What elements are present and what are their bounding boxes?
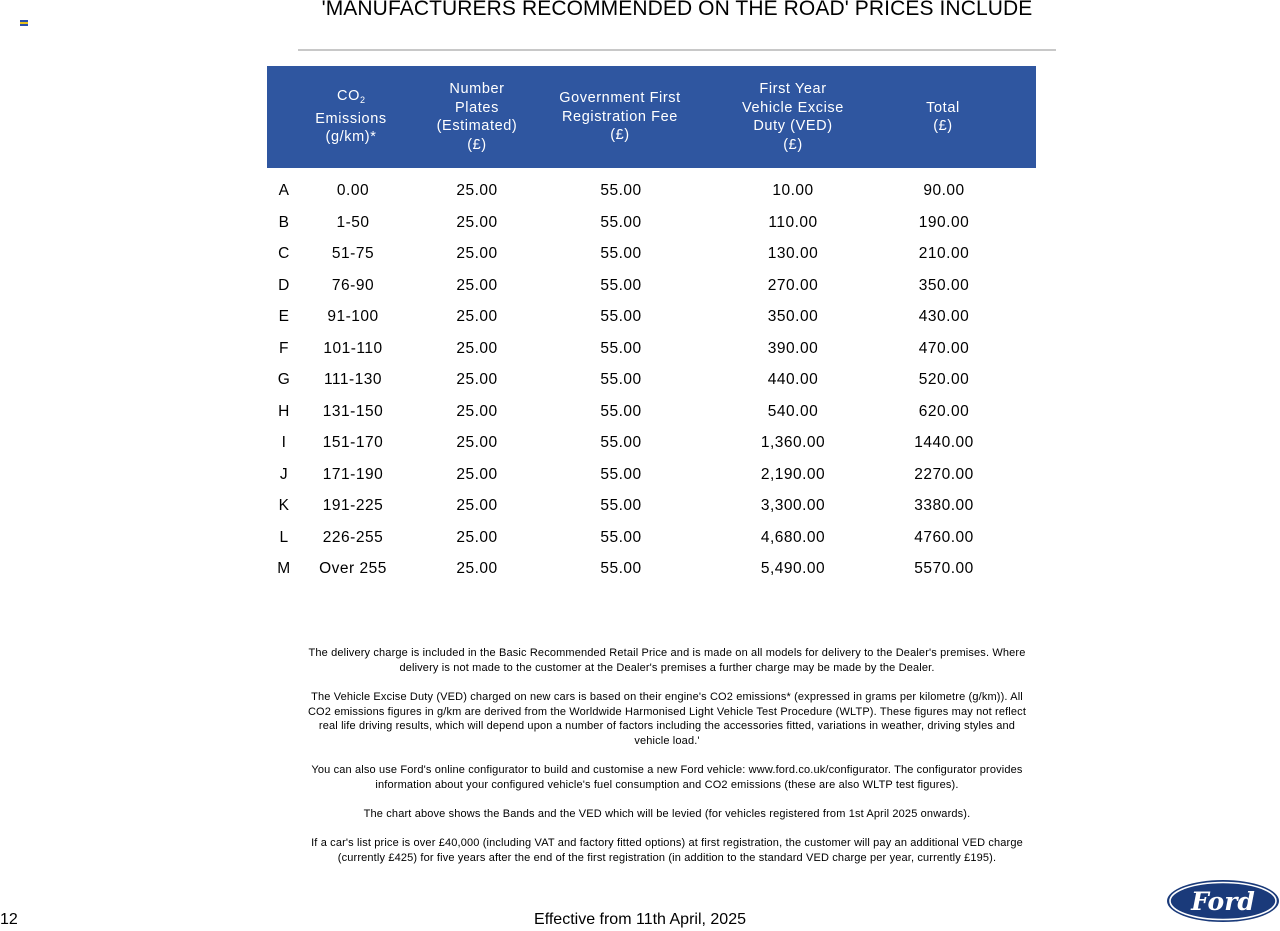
header-total: Total (£) <box>926 99 960 134</box>
page-title: 'MANUFACTURERS RECOMMENDED ON THE ROAD' PRICES INCLUDE <box>321 0 1033 20</box>
cell-plates: 25.00 <box>456 465 498 483</box>
table-row <box>267 522 1036 554</box>
table-row <box>267 553 1036 585</box>
cell-co2: 131-150 <box>322 402 384 420</box>
header-first-year-ved: First Year Vehicle Excise Duty (VED) (£) <box>742 81 844 153</box>
cell-ved: 5,490.00 <box>760 560 826 577</box>
cell-co2: 226-255 <box>322 528 384 546</box>
cell-band: E <box>278 308 290 325</box>
header-government-fee: Government First Registration Fee (£) <box>559 90 681 144</box>
cell-fee: 55.00 <box>600 276 642 294</box>
cell-band: A <box>278 182 290 199</box>
note-delivery: The delivery charge is included in the Basic Recommended Retail Price and is made on all models for delivery to the Dealer's premises. Where delivery is not made to the customer at the Dealer's premises a further charge may be made by the Dealer. <box>308 647 1026 674</box>
table-row <box>267 364 1036 396</box>
effective-date: Effective from 11th April, 2025 <box>534 911 746 928</box>
language-flag-icon[interactable] <box>20 20 28 26</box>
cell-total: 470.00 <box>918 339 970 357</box>
cell-fee: 55.00 <box>600 339 642 357</box>
cell-fee: 55.00 <box>600 465 642 483</box>
ford-logo-text: Ford <box>1191 887 1255 916</box>
cell-total: 520.00 <box>918 371 970 388</box>
table-row <box>267 207 1036 239</box>
cell-total: 190.00 <box>918 213 970 231</box>
cell-ved: 10.00 <box>772 182 814 199</box>
cell-plates: 25.00 <box>456 245 498 262</box>
cell-ved: 4,680.00 <box>760 528 826 546</box>
cell-plates: 25.00 <box>456 339 498 357</box>
note-configurator[interactable]: You can also use Ford's online configurator to build and customise a new Ford vehicle: www.ford.co.uk/configurator. The configurator provides information about your configured vehicle's fuel consumption and CO2 emissions (these are also WLTP test figures). <box>311 764 1023 791</box>
cell-total: 2270.00 <box>914 465 974 483</box>
cell-plates: 25.00 <box>456 276 498 294</box>
cell-band: M <box>277 560 291 577</box>
cell-total: 5570.00 <box>914 560 974 577</box>
cell-fee: 55.00 <box>600 213 642 231</box>
cell-fee: 55.00 <box>600 182 642 199</box>
footnotes <box>300 646 1034 880</box>
cell-plates: 25.00 <box>456 402 498 420</box>
title-divider <box>298 49 1056 51</box>
cell-band: F <box>279 339 289 357</box>
cell-co2: 1-50 <box>336 213 370 231</box>
header-number-plates: Number Plates (Estimated) (£) <box>436 81 518 153</box>
cell-fee: 55.00 <box>600 434 642 451</box>
cell-fee: 55.00 <box>600 402 642 420</box>
cell-total: 4760.00 <box>914 528 974 546</box>
cell-co2: 101-110 <box>323 339 383 357</box>
cell-co2: 191-225 <box>322 497 384 514</box>
cell-band: I <box>281 434 287 451</box>
cell-band: D <box>278 276 290 294</box>
cell-total: 350.00 <box>918 276 970 294</box>
cell-total: 3380.00 <box>914 497 974 514</box>
cell-co2: 51-75 <box>331 245 375 262</box>
cell-ved: 270.00 <box>767 276 819 294</box>
cell-band: K <box>278 497 290 514</box>
cell-ved: 2,190.00 <box>760 465 826 483</box>
note-expensive-car: If a car's list price is over £40,000 (including VAT and factory fitted options) at first registration, the customer will pay an additional VED charge (currently £425) for five years after the end of the first registration (in addition to the standard VED charge per year, currently £195). <box>311 837 1023 865</box>
cell-co2: 151-170 <box>322 434 384 451</box>
header-co2-emissions: $CO_2$ Emissions (g/km)* <box>315 88 387 146</box>
cell-plates: 25.00 <box>456 497 498 514</box>
cell-band: B <box>278 213 290 231</box>
cell-fee: 55.00 <box>600 497 642 514</box>
cell-total: 620.00 <box>918 402 970 420</box>
table-row <box>267 301 1036 333</box>
cell-ved: 1,360.00 <box>760 434 826 451</box>
table-row <box>267 238 1036 270</box>
cell-ved: 440.00 <box>767 371 819 388</box>
cell-ved: 390.00 <box>767 339 819 357</box>
cell-band: L <box>279 528 289 546</box>
cell-plates: 25.00 <box>456 528 498 546</box>
cell-total: 90.00 <box>923 182 965 199</box>
band-table-body <box>267 175 1036 585</box>
note-chart: The chart above shows the Bands and the VED which will be levied (for vehicles registered from 1st April 2025 onwards). <box>363 808 971 821</box>
cell-co2: 0.00 <box>336 182 370 199</box>
cell-plates: 25.00 <box>456 213 498 231</box>
cell-fee: 55.00 <box>600 528 642 546</box>
cell-band: C <box>278 245 290 262</box>
cell-fee: 55.00 <box>600 371 642 388</box>
cell-plates: 25.00 <box>456 371 498 388</box>
table-header <box>267 66 1036 168</box>
cell-ved: 110.00 <box>768 213 818 231</box>
cell-ved: 540.00 <box>767 402 819 420</box>
cell-co2: 91-100 <box>327 308 379 325</box>
cell-co2: 111-130 <box>323 371 383 388</box>
cell-ved: 350.00 <box>767 308 819 325</box>
cell-co2: Over 255 <box>319 560 387 577</box>
cell-total: 210.00 <box>918 245 970 262</box>
cell-fee: 55.00 <box>600 308 642 325</box>
table-row <box>267 427 1036 459</box>
cell-ved: 3,300.00 <box>760 497 826 514</box>
table-row <box>267 333 1036 365</box>
page-number: 12 <box>0 911 18 928</box>
cell-total: 430.00 <box>918 308 970 325</box>
ford-logo <box>1166 879 1280 923</box>
cell-band: H <box>278 402 290 420</box>
cell-plates: 25.00 <box>456 308 498 325</box>
table-row <box>267 175 1036 207</box>
cell-co2: 171-190 <box>322 465 384 483</box>
table-row <box>267 396 1036 428</box>
cell-plates: 25.00 <box>456 560 498 577</box>
table-row <box>267 270 1036 302</box>
cell-co2: 76-90 <box>331 276 375 294</box>
table-row <box>267 490 1036 522</box>
cell-band: G <box>277 371 291 388</box>
note-ved: The Vehicle Excise Duty (VED) charged on new cars is based on their engine's CO2 emissions* (expressed in grams per kilometre (g/km)). All CO2 emissions figures in g/km are derived from the Worldwide Harmonised Light Vehicle Test Procedure (WLTP). These figures may not reflect real life driving results, which will depend upon a number of factors including the accessories fitted, variations in weather, driving styles and vehicle load.' <box>307 690 1027 748</box>
cell-plates: 25.00 <box>456 182 498 199</box>
cell-plates: 25.00 <box>456 434 498 451</box>
cell-fee: 55.00 <box>600 245 642 262</box>
cell-band: J <box>279 465 289 483</box>
table-row <box>267 459 1036 491</box>
cell-total: 1440.00 <box>914 434 974 451</box>
cell-ved: 130.00 <box>767 245 819 262</box>
cell-fee: 55.00 <box>600 560 642 577</box>
